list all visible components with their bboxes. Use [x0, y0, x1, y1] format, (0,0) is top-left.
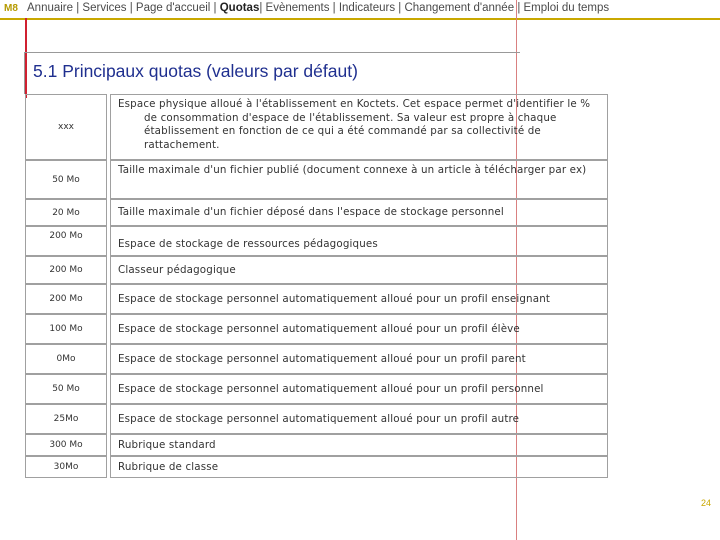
- quota-description: Espace de stockage personnel automatiquement alloué pour un profil parent: [110, 344, 608, 374]
- quota-description: Classeur pédagogique: [110, 256, 608, 284]
- quota-value: 25Mo: [25, 404, 107, 434]
- table-row: [25, 404, 608, 434]
- quota-value: 50 Mo: [25, 374, 107, 404]
- quota-value: 100 Mo: [25, 314, 107, 344]
- quota-description: Espace de stockage personnel automatiquement alloué pour un profil enseignant: [110, 284, 608, 314]
- table-row: [25, 314, 608, 344]
- quota-value: xxx: [25, 94, 107, 160]
- brand-logo: M8: [4, 3, 18, 14]
- quota-description: Espace physique alloué à l'établissement en Koctets. Cet espace permet d'identifier le % de consommation d'espace de l'établissement. Sa valeur est propre à chaque établissement en fonction de ce qui a été commandé par sa collectivité de rattachement.: [110, 94, 608, 160]
- nav-item-changement-annee[interactable]: Changement d'année: [404, 2, 515, 14]
- quota-value: 50 Mo: [25, 160, 107, 199]
- table-row: [25, 199, 608, 226]
- table-row: [25, 226, 608, 256]
- nav-item-services-accueil[interactable]: Services | Page d'accueil |: [82, 2, 217, 14]
- quota-value: 200 Mo: [25, 256, 107, 284]
- top-navigation-bar: [0, 0, 720, 18]
- quota-description: Taille maximale d'un fichier publié (document connexe à un article à télécharger par ex): [110, 160, 608, 199]
- page-number: 24: [701, 498, 712, 508]
- quota-description: Espace de stockage personnel automatiquement alloué pour un profil élève: [110, 314, 608, 344]
- quota-description: Taille maximale d'un fichier déposé dans l'espace de stockage personnel: [110, 199, 608, 226]
- table-row: [25, 344, 608, 374]
- quota-value: 30Mo: [25, 456, 107, 478]
- nav-menu: [27, 2, 609, 14]
- quota-value: 200 Mo: [25, 226, 107, 256]
- table-row: [25, 256, 608, 284]
- quota-value: 200 Mo: [25, 284, 107, 314]
- nav-item-quotas[interactable]: Quotas: [219, 2, 260, 14]
- table-row: [25, 284, 608, 314]
- table-row: [25, 374, 608, 404]
- quota-description: Espace de stockage personnel automatiquement alloué pour un profil autre: [110, 404, 608, 434]
- page-title: 5.1 Principaux quotas (valeurs par défaut): [33, 61, 358, 81]
- quota-value: 300 Mo: [25, 434, 107, 456]
- quota-value: 0Mo: [25, 344, 107, 374]
- nav-item-emploi-du-temps[interactable]: | Emploi du temps: [517, 2, 610, 14]
- table-row: [25, 94, 608, 160]
- table-row: [25, 456, 608, 478]
- header-underline: [0, 18, 720, 20]
- nav-item-evenements-indicateurs[interactable]: | Evènements | Indicateurs |: [259, 2, 402, 14]
- table-row: [25, 434, 608, 456]
- quota-description: Espace de stockage personnel automatiquement alloué pour un profil personnel: [110, 374, 608, 404]
- quota-description: Rubrique de classe: [110, 456, 608, 478]
- table-row: [25, 160, 608, 199]
- quota-description: Rubrique standard: [110, 434, 608, 456]
- quota-value: 20 Mo: [25, 199, 107, 226]
- nav-item-annuaire[interactable]: Annuaire |: [27, 2, 80, 14]
- quota-description: Espace de stockage de ressources pédagogiques: [110, 226, 608, 256]
